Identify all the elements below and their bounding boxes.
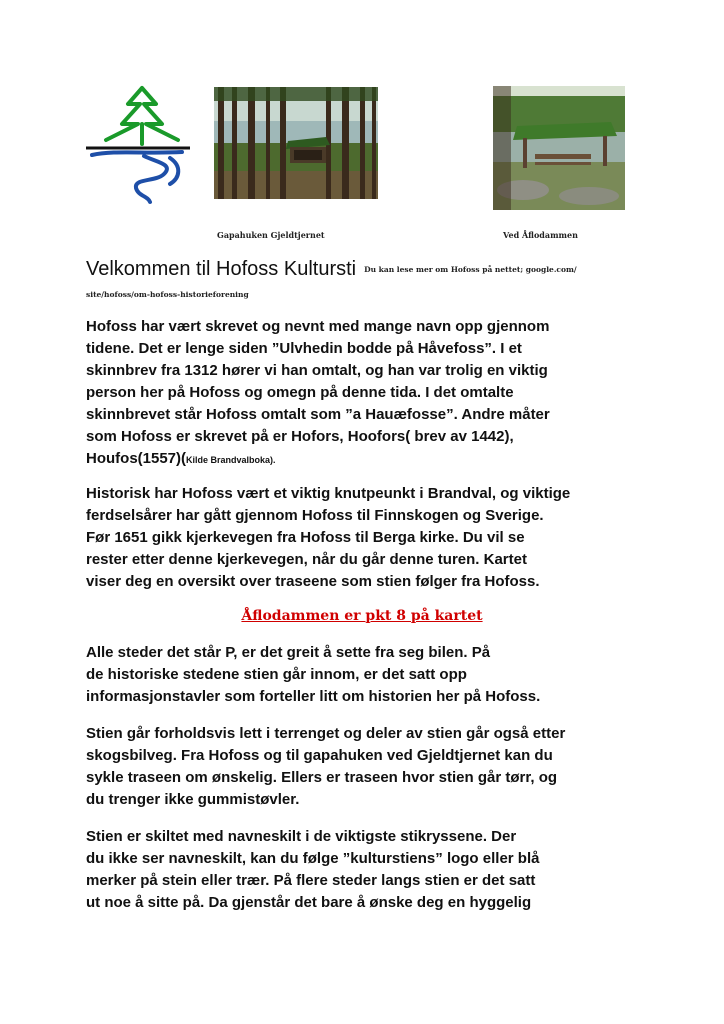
text-line: person her på Hofoss og omegn på denne tida. I det omtalte (86, 384, 514, 401)
text-line: Stien går forholdsvis lett i terrenget og deler av stien går også etter (86, 725, 566, 742)
map-point-note: Åflodammen er pkt 8 på kartet (241, 608, 483, 624)
text-line: Hofoss har vært skrevet og nevnt med mange navn opp gjennom (86, 318, 550, 335)
photo-gapahuk-gjeldtjernet (214, 87, 378, 199)
paragraph-crossroads (86, 483, 570, 593)
paragraph-parking (86, 642, 540, 708)
text-line: du trenger ikke gummistøvler. (86, 791, 300, 808)
text-line: merker på stein eller trær. På flere steder langs stien er det satt (86, 872, 536, 889)
photo2-caption: Ved Åflodammen (503, 230, 578, 240)
page-title: Velkommen til Hofoss Kultursti (86, 258, 357, 280)
source-note: Kilde Brandvalboka). (186, 455, 276, 465)
text-line: de historiske stedene stien går innom, er det satt opp (86, 666, 467, 683)
text-line: viser deg en oversikt over traseene som stien følger fra Hofoss. (86, 573, 540, 590)
web-url: site/hofoss/om-hofoss-historieforening (86, 290, 249, 299)
text-line: ut noe å sitte på. Da gjenstår det bare å ønske deg en hyggelig (86, 894, 532, 911)
text-line: skinnbrev fra 1312 hører vi han omtalt, og han var trolig en viktig (86, 362, 548, 379)
text-line: skinnbrevet står Hofoss omtalt som ”a Hauæfosse”. Andre måter (86, 406, 550, 423)
text-segment: Houfos(1557)( (86, 450, 187, 467)
text-line: Før 1651 gikk kjerkevegen fra Hofoss til Berga kirke. Du vil se (86, 529, 525, 546)
text-line: rester etter denne kjerkevegen, når du går denne turen. Kartet (86, 551, 527, 568)
text-line: sykle traseen om ønskelig. Ellers er traseen hvor stien går tørr, og (86, 769, 558, 786)
photo-aflodammen (493, 86, 625, 210)
text-line: Historisk har Hofoss vært et viktig knutpeunkt i Brandval, og viktige (86, 485, 571, 502)
kultursti-logo (84, 84, 192, 208)
photo1-caption: Gapahuken Gjeldtjernet (217, 230, 325, 240)
paragraph-history-names (86, 316, 550, 471)
text-line: skogsbilveg. Fra Hofoss og til gapahuken ved Gjeldtjernet kan du (86, 747, 553, 764)
web-note: Du kan lese mer om Hofoss på nettet; google.com/ (364, 265, 577, 274)
text-line: som Hofoss er skrevet på er Hofors, Hoofors( brev av 1442), (86, 428, 514, 445)
paragraph-terrain (86, 723, 565, 811)
paragraph-signage (86, 826, 539, 914)
text-line: ferdselsårer har gått gjennom Hofoss til Finnskogen og Sverige. (86, 507, 544, 524)
text-line: du ikke ser navneskilt, kan du følge ”kulturstiens” logo eller blå (86, 850, 540, 867)
text-line-last (86, 448, 550, 471)
title-row (86, 258, 577, 281)
text-line: tidene. Det er lenge siden ”Ulvhedin bodde på Håvefoss”. I et (86, 340, 522, 357)
text-line: informasjonstavler som forteller litt om historien her på Hofoss. (86, 688, 541, 705)
text-line: Alle steder det står P, er det greit å sette fra seg bilen. På (86, 644, 491, 661)
text-line: Stien er skiltet med navneskilt i de viktigste stikryssene. Der (86, 828, 517, 845)
